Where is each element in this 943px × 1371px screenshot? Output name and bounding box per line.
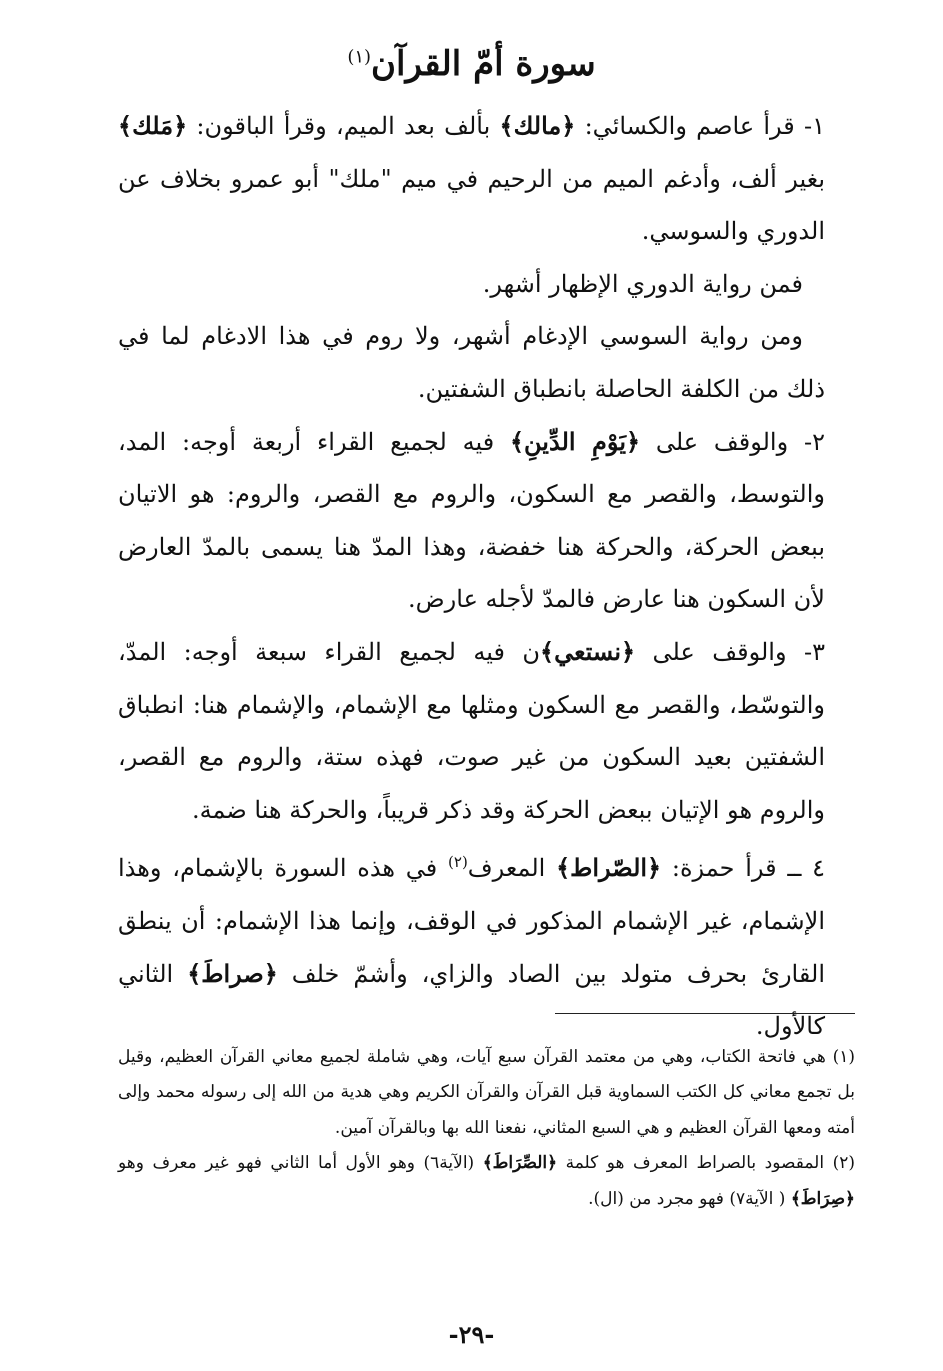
paragraph-4-lead: ٢- والوقف على <box>640 427 825 456</box>
paragraph-3: ومن رواية السوسي الإدغام أشهر، ولا روم في هذا الادغام لما في ذلك من الكلفة الحاصلة بانطباق الشفتين. <box>118 322 825 403</box>
paragraph-6-lead: ٤ ــ قرأ حمزة: <box>661 854 826 883</box>
paragraph-6-mid: المعرف <box>467 854 557 883</box>
main-text <box>118 100 825 1053</box>
quran-word-malik: ﴿مَلك﴾ <box>118 111 188 140</box>
paragraph-1-lead: ١- قرأ عاصم والكسائي: <box>575 112 826 140</box>
page-number: -٢٩- <box>448 1320 495 1349</box>
footnote-1-text: هي فاتحة الكتاب، وهي من معتمد القرآن سبع آيات، وهي شاملة لجميع معاني القرآن العظيم، وقيل بل تجمع معاني كل الكتب السماوية قبل القرآن والقرآن الكريم وهي هدية من الله إلى رسوله محمد وإلى أمته ومعها القرآن العظيم و هي السبع المثاني، نفعنا الله بها وبالقرآن آمين. <box>118 1047 855 1138</box>
footnote-divider <box>555 1013 855 1014</box>
quran-word-yawm-addin: ﴿يَوْمِ الدِّينِ﴾ <box>509 426 641 456</box>
paragraph-2: فمن رواية الدوري الإظهار أشهر. <box>482 269 803 298</box>
footnote-2-rest: ( الآية٧) فهو مجرد من (ال). <box>588 1188 791 1209</box>
quran-word-assirat: ﴿الصّراط﴾ <box>556 853 662 883</box>
surah-title-text: سورة أمّ القرآن <box>371 44 596 84</box>
paragraph-6-rest: الثاني كالأول. <box>118 959 825 1041</box>
paragraph-5-lead: ٣- والوقف على <box>635 637 825 666</box>
footnotes <box>118 1040 855 1217</box>
footnote-1-number: (١) <box>832 1047 855 1067</box>
quran-word-nastain: ﴿نستعي﴾ <box>540 636 636 666</box>
paragraph-6-mid2: في هذه السورة بالإشمام، وهذا الإشمام، غير الإشمام المذكور في الوقف، وإنما هذا الإشمام: أن ينطق القارئ بحرف متولد بين الصاد والزاي، وأشمّ خلف <box>118 854 825 988</box>
footnote-2-mid: (الآية٦) وهو الأول أما الثاني فهو غير معرف وهو <box>118 1153 483 1174</box>
paragraph-5 <box>118 626 825 836</box>
paragraph-1 <box>118 100 825 258</box>
paragraph-5-rest: ن فيه لجميع القراء سبعة أوجه: المدّ، والتوسّط، والقصر مع السكون ومثلها مع الإشمام، والإشمام هنا: انطباق الشفتين بعيد السكون من غير صوت، فهذه ستة، والروم مع القصر، والروم هو الإتيان ببعض الحركة وقد ذكر قريباً، والحركة هنا ضمة. <box>118 637 825 824</box>
paragraph-1-mid: بألف بعد الميم، وقرأ الباقون: <box>187 112 500 140</box>
surah-title <box>0 44 943 84</box>
paragraph-6 <box>118 836 825 1052</box>
paragraph-1-rest: بغير ألف، وأدغم الميم من الرحيم في ميم "ملك" أبو عمرو بخلاف عن الدوري والسوسي. <box>118 164 825 246</box>
paragraph-4 <box>118 416 825 626</box>
footnote-2-lead: المقصود بالصراط المعرف هو كلمة <box>557 1153 825 1174</box>
footnote-1 <box>118 1040 855 1146</box>
title-footnote-ref: (١) <box>347 46 372 68</box>
quran-word-sirat: ﴿صراطَ﴾ <box>187 958 278 988</box>
footnote-quran-word-assirat: ﴿الصِّرَاطَ﴾ <box>482 1153 558 1174</box>
footnote-quran-word-sirat: ﴿صِرَاطَ﴾ <box>790 1188 855 1209</box>
paragraph-4-rest: فيه لجميع القراء أربعة أوجه: المد، والتوسط، والقصر مع السكون، والروم مع القصر، والروم: هو الاتيان ببعض الحركة، والحركة هنا خفضة، وهذا المدّ هنا يسمى بالمدّ العارض لأن السكون هنا عارض فالمدّ لأجله عارض. <box>118 427 825 614</box>
quran-word-maalik: ﴿مالك﴾ <box>499 111 576 140</box>
footnote-2 <box>118 1146 855 1217</box>
footnote-ref-2: (٢) <box>448 853 468 872</box>
footnote-2-number: (٢) <box>832 1153 855 1174</box>
